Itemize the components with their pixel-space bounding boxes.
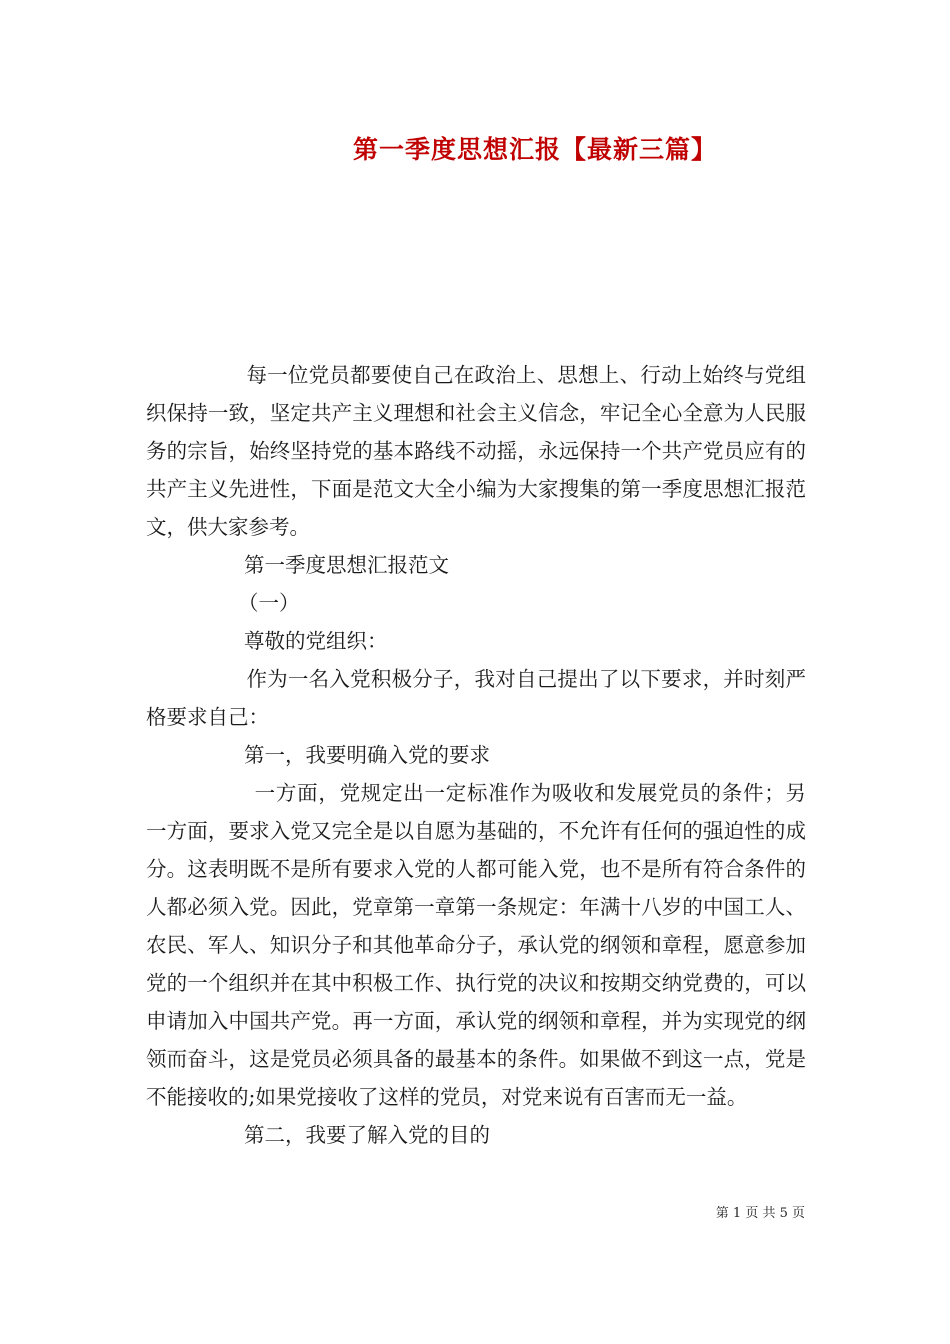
paragraph-1: 作为一名入党积极分子，我对自己提出了以下要求，并时刻严格要求自己： [146,667,806,729]
point-2-heading: 第二，我要了解入党的目的 [244,1123,490,1147]
section-number: （一） [238,591,300,615]
salutation: 尊敬的党组织： [244,629,388,653]
paragraph-2: 一方面，党规定出一定标准作为吸收和发展党员的条件；另一方面，要求入党又完全是以自愿为基础的，不允许有任何的强迫性的成分。这表明既不是所有要求入党的人都可能入党，也不是所有符合条件的人都必须入党。因此，党章第一章第一条规定：年满十八岁的中国工人、农民、军人、知识分子和其他革命分子，承认党的纲领和章程，愿意参加党的一个组织并在其中积极工作、执行党的决议和按期交纳党费的，可以申请加入中国共产党。再一方面，承认党的纲领和章程，并为实现党的纲领而奋斗，这是党员必须具备的最基本的条件。如果做不到这一点，党是不能接收的;如果党接收了这样的党员，对党来说有百害而无一益。 [146,781,806,1109]
document-body [146,356,806,1154]
page-number-footer: 第 1 页 共 5 页 [715,1206,805,1221]
section-heading: 第一季度思想汇报范文 [244,553,449,577]
document-title: 第一季度思想汇报【最新三篇】 [352,135,717,164]
point-1-heading: 第一，我要明确入党的要求 [244,743,490,767]
intro-paragraph: 每一位党员都要使自己在政治上、思想上、行动上始终与党组织保持一致，坚定共产主义理想和社会主义信念，牢记全心全意为人民服务的宗旨，始终坚持党的基本路线不动摇，永远保持一个共产党员应有的共产主义先进性，下面是范文大全小编为大家搜集的第一季度思想汇报范文，供大家参考。 [146,363,806,539]
